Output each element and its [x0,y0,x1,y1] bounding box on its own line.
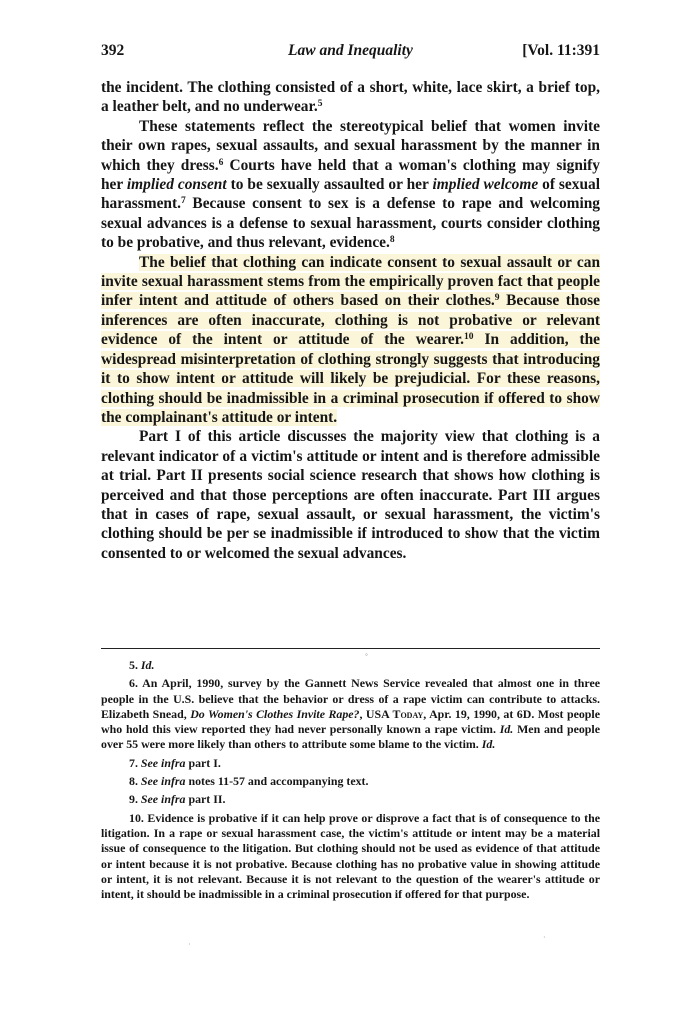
footnote-8: 8. See infra notes 11-57 and accompanying text. [129,774,369,789]
paragraph-1: the incident. The clothing consisted of a short, white, lace skirt, a brief top, a leather belt, and no underwear.$^5$ [101,79,600,116]
running-header [101,42,600,62]
scan-speck: ◦ [365,650,368,659]
paragraph-2: These statements reflect the stereotypical belief that women invite their own rapes, sexual assaults, and sexual harassment by the manner in which they dress.$^6$ Courts have held that a woman's clothing may signify her implied consent to be sexually assaulted or her implied welcome of sexual harassment.$^7$ Because consent to sex is a defense to rape and welcoming sexual advances is a defense to sexual harassment, courts consider clothing to be probative, and thus relevant, evidence.$^8$ [101,117,600,252]
volume-citation: [Vol. 11:391 [522,42,600,59]
footnote-ref-5[interactable]: 5 [317,99,323,110]
footnote-ref-7[interactable]: 7 [180,196,186,207]
footnote-7: 7. See infra part I. [129,755,221,770]
footnote-10: 10. Evidence is probative if it can help prove or disprove a fact that is of consequence to the litigation. In a rape or sexual harassment case, the victim's attitude or intent may be a material issue of consequence to the litigation. But clothing should not be used as evidence of that attitude or intent because it is not probative. Because clothing has no probative value in showing attitude or intent, it is not relevant. Because it is not relevant to the question of the wearer's attitude or intent, it should be inadmissible in a criminal prosecution if offered for that purpose. [101,810,600,902]
emphasis-implied-consent: implied consent [126,176,227,194]
scan-speck: · [543,933,546,942]
highlighted-passage: The belief that clothing can indicate consent to sexual assault or can invite sexual harassment stems from the empirically proven fact that people infer intent and attitude of others based on their clothes.$^9$ Because those inferences are often inaccurate, clothing is not probative or relevant evidence of the intent or attitude of the wearer.$^{10}$ In addition, the widespread misinterpretation of clothing strongly suggests that introducing it to show intent or attitude will likely be prejudicial. For these reasons, clothing should be inadmissible in a criminal prosecution if offered to show the complainant's attitude or intent. [101,253,601,426]
footnote-ref-10[interactable]: 10 [464,332,474,343]
footnotes [101,658,600,902]
footnote-ref-9[interactable]: 9 [494,293,500,304]
journal-title: Law and Inequality [288,42,413,59]
footnote-ref-6[interactable]: 6 [218,157,224,168]
emphasis-implied-welcome: implied welcome [432,176,539,194]
footnote-6: 6. An April, 1990, survey by the Gannett News Service revealed that almost one in three people in the U.S. believe that the behavior or dress of a rape victim can contribute to attacks. Elizabeth Snead, Do Women's Clothes Invite Rape?, USA Today, Apr. 19, 1990, at 6D. Most people who hold this view reported they had never personally known a rape victim. Id. Men and people over 55 were more likely than others to attribute some blame to the victim. Id. [101,676,600,752]
footnote-separator [101,648,600,649]
footnote-ref-8[interactable]: 8 [389,235,395,246]
scan-speck: · [188,940,191,949]
paragraph-4: Part I of this article discusses the majority view that clothing is a relevant indicator of a victim's attitude or intent and is therefore admissible at trial. Part II presents social science research that shows how clothing is perceived and that those perceptions are often inaccurate. Part III argues that in cases of rape, sexual assault, or sexual harassment, the victim's clothing should be per se inadmissible if introduced to show that the victim consented to or welcomed the sexual advances. [101,428,600,562]
cited-article-title: Do Women's Clothes Invite Rape? [190,706,360,721]
publication-name: Today [392,706,424,721]
page-number: 392 [101,42,125,59]
footnote-9: 9. See infra part II. [129,792,226,807]
body-text [101,78,600,563]
paragraph-3-highlighted [101,253,600,428]
footnote-5: 5. Id. [129,658,155,672]
